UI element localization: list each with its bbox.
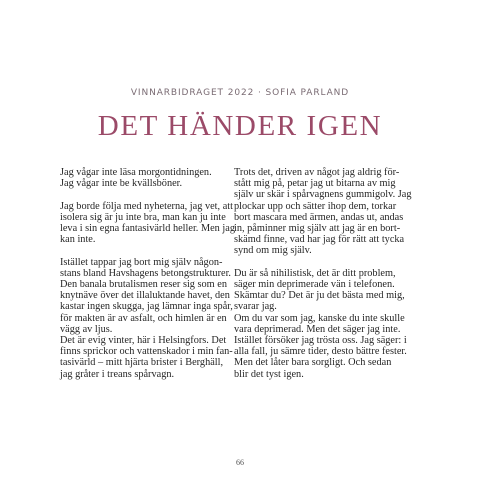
text-line: in, påminner mig själv att jag är en bort- — [234, 223, 401, 235]
paragraph — [234, 268, 421, 380]
paragraph — [60, 201, 247, 246]
text-line: kastar ingen skugga, jag lämnar inga spår, — [60, 301, 233, 313]
paragraph — [60, 257, 247, 380]
text-line: för makten är av asfalt, och himlen är en — [60, 312, 227, 324]
paragraph — [60, 167, 247, 189]
text-line: stans bland Havshagens betongstrukturer. — [60, 267, 232, 279]
text-line: själv ur skär i spårvagnens gummigolv. Jag — [234, 189, 412, 201]
text-line: plockar upp och sätter ihop dem, torkar — [234, 200, 397, 212]
text-line: synd om mig själv. — [234, 245, 312, 257]
text-line: Det är evig vinter, här i Helsingfors. Det — [60, 335, 227, 347]
text-line: Jag borde följa med nyheterna, jag vet, att — [60, 200, 233, 212]
text-column-left — [60, 167, 247, 380]
paragraph-gap — [60, 245, 247, 256]
section-kicker: VINNARBIDRAGET 2022 · SOFIA PARLAND — [130, 88, 350, 98]
text-line: finns sprickor och vattenskador i min fan- — [60, 346, 233, 358]
text-line: alla fall, ju sämre tider, desto bättre fester. — [234, 346, 407, 358]
paragraph — [234, 167, 421, 257]
text-line: leva i sin egna fantasivärld heller. Men jag — [60, 223, 235, 234]
text-line: Den banala brutalismen reser sig som en — [60, 279, 227, 290]
text-line: kan inte. — [60, 234, 96, 246]
text-line: Du är så nihilistisk, det är ditt problem, — [234, 267, 396, 279]
text-line: blir det tyst igen. — [234, 368, 304, 380]
text-line: Men det låter bara sorgligt. Och sedan — [234, 357, 392, 369]
text-line: Istället försöker jag trösta oss. Jag säger: i — [234, 335, 407, 347]
text-line: Skämtar du? Det är ju det bästa med mig, — [234, 290, 405, 302]
text-line: Istället tappar jag bort mig själv någon- — [60, 256, 223, 268]
page-title: DET HÄNDER IGEN — [97, 110, 383, 142]
text-line: Jag vågar inte be kvällsböner. — [60, 178, 183, 190]
text-line: säger min deprimerade vän i telefonen. — [234, 279, 395, 291]
text-column-right — [234, 167, 421, 380]
text-line: Jag vågar inte läsa morgontidningen. — [60, 167, 212, 178]
text-line: skämd finne, vad har jag för rätt att tycka — [234, 234, 405, 246]
text-line: jag gråter i treans spårvagn. — [60, 368, 175, 380]
paragraph-gap — [234, 257, 421, 268]
page-number: 66 — [236, 458, 244, 467]
text-line: tasivärld – mitt hjärta brister i Berghäll, — [60, 357, 224, 369]
text-line: Trots det, driven av något jag aldrig för- — [234, 167, 400, 178]
text-line: svarar jag. — [234, 301, 277, 313]
text-line: Om du var som jag, kanske du inte skulle — [234, 312, 405, 324]
paragraph-gap — [60, 189, 247, 200]
text-line: knytnäve över det illaluktande havet, den — [60, 290, 230, 302]
text-line: vägg av ljus. — [60, 323, 113, 335]
text-line: stått mig på, petar jag ut bitarna av mig — [234, 178, 396, 190]
text-line: vara deprimerad. Men det säger jag inte. — [234, 323, 401, 335]
text-line: bort mascara med ärmen, andas ut, andas — [234, 211, 404, 223]
text-line: isolera sig är ju inte bra, man kan ju inte — [60, 211, 226, 223]
